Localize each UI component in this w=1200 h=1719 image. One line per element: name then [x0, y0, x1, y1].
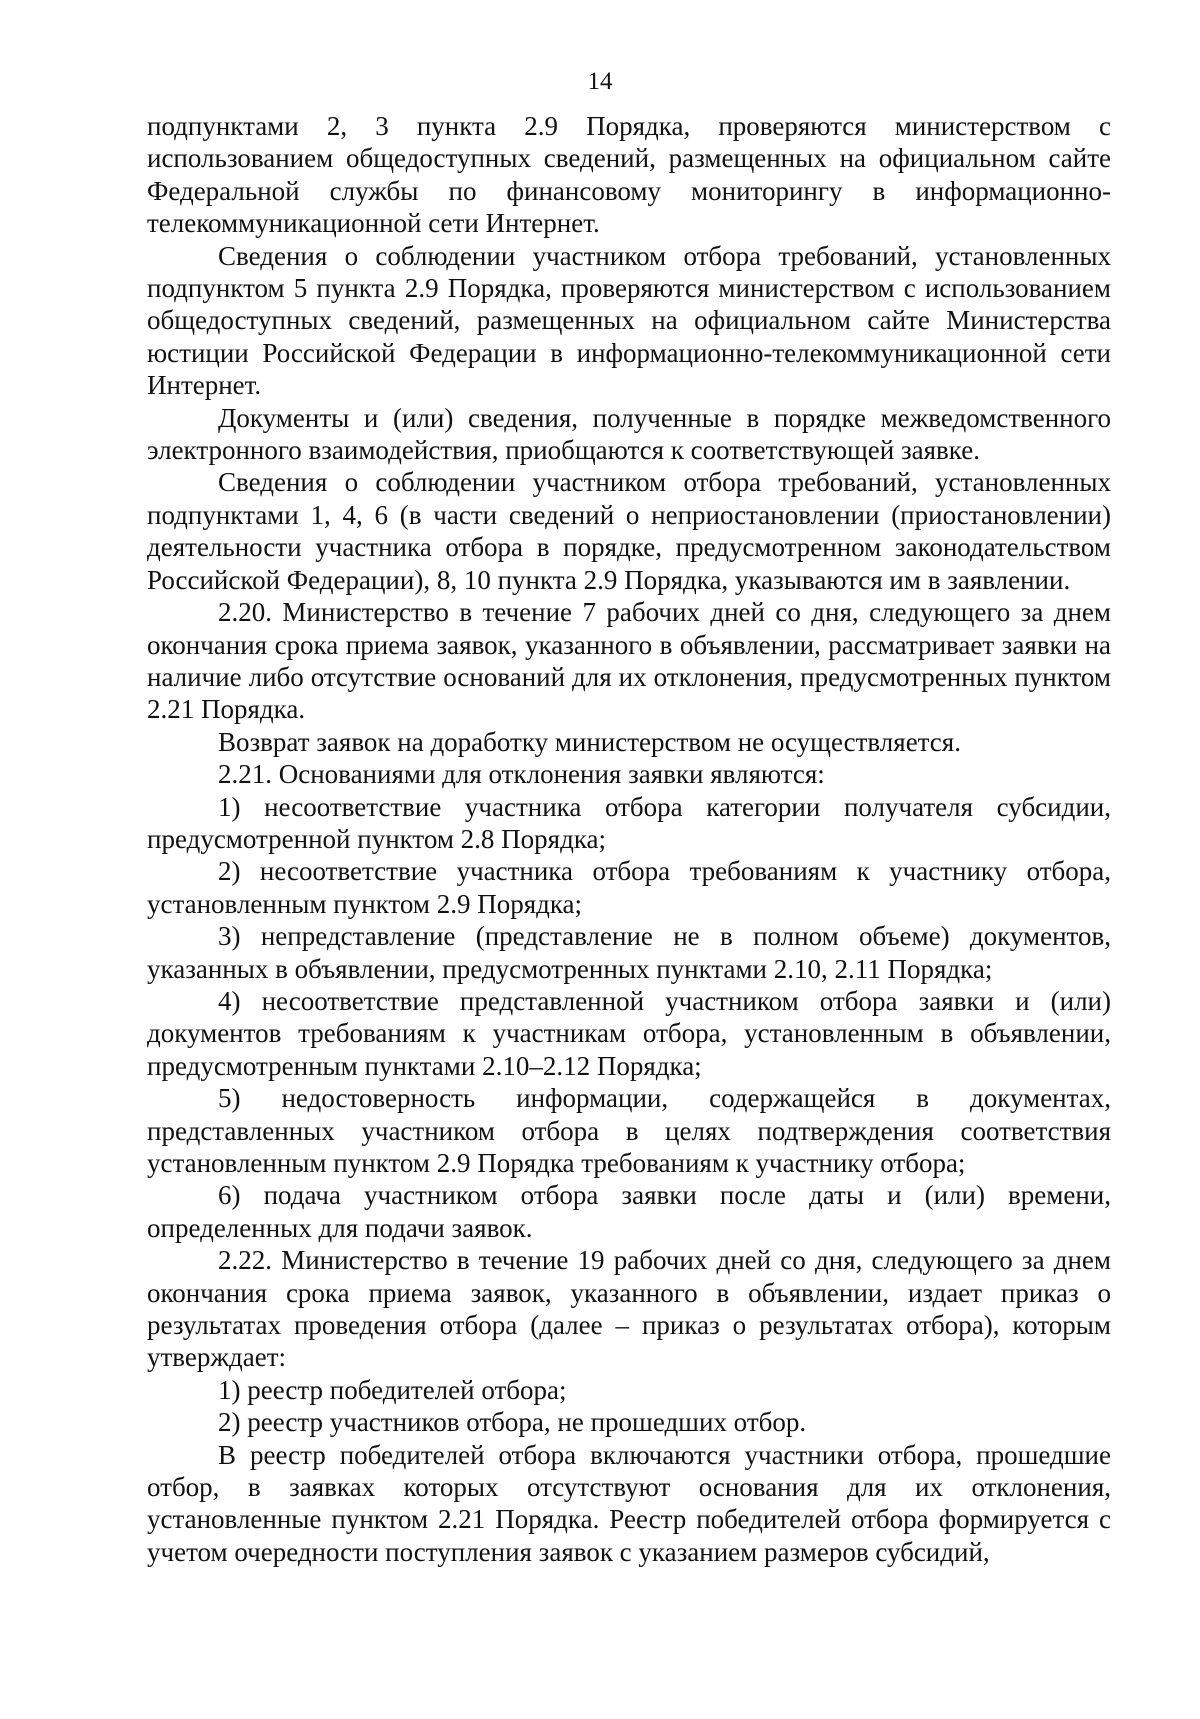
document-body	[147, 110, 1111, 1568]
paragraph: Сведения о соблюдении участником отбора требований, установленных подпунктом 5 пункта 2.9 Порядка, проверяются министерством с использованием общедоступных сведений, размещенных на официальном сайте Министерства юстиции Российской Федерации в информационно-телекоммуникационной сети Интернет.	[147, 240, 1111, 401]
paragraph: В реестр победителей отбора включаются участники отбора, прошедшие отбор, в заявках которых отсутствуют основания для их отклонения, установленные пунктом 2.21 Порядка. Реестр победителей отбора формируется с учетом очередности поступления заявок с указанием размеров субсидий,	[147, 1439, 1111, 1567]
paragraph: 2.22. Министерство в течение 19 рабочих дней со дня, следующего за днем окончания срока приема заявок, указанного в объявлении, издает приказ о результатах проведения отбора (далее – приказ о результатах отбора), которым утверждает:	[147, 1245, 1111, 1373]
list-item: 3) непредставление (представление не в полном объеме) документов, указанных в объявлении, предусмотренных пунктами 2.10, 2.11 Порядка;	[147, 921, 1111, 984]
list-item: 1) несоответствие участника отбора категории получателя субсидии, предусмотренной пунктом 2.8 Порядка;	[147, 791, 1111, 854]
paragraph: 2.21. Основаниями для отклонения заявки являются:	[218, 759, 825, 790]
list-item: 2) несоответствие участника отбора требованиям к участнику отбора, установленным пунктом 2.9 Порядка;	[147, 856, 1111, 919]
list-item: 6) подача участником отбора заявки после даты и (или) времени, определенных для подачи заявок.	[147, 1180, 1111, 1243]
list-item: 2) реестр участников отбора, не прошедших отбор.	[218, 1407, 807, 1438]
paragraph: 2.20. Министерство в течение 7 рабочих дней со дня, следующего за днем окончания срока приема заявок, указанного в объявлении, рассматривает заявки на наличие либо отсутствие оснований для их отклонения, предусмотренных пунктом 2.21 Порядка.	[147, 597, 1111, 725]
paragraph: Возврат заявок на доработку министерством не осуществляется.	[218, 726, 961, 757]
list-item: 1) реестр победителей отбора;	[218, 1374, 567, 1405]
paragraph: Сведения о соблюдении участником отбора требований, установленных подпунктами 1, 4, 6 (в части сведений о неприостановлении (приостановлении) деятельности участника отбора в порядке, предусмотренном законодательством Российской Федерации), 8, 10 пункта 2.9 Порядка, указываются им в заявлении.	[147, 467, 1111, 595]
list-item: 4) несоответствие представленной участником отбора заявки и (или) документов требованиям к участникам отбора, установленным в объявлении, предусмотренным пунктами 2.10–2.12 Порядка;	[147, 985, 1111, 1081]
paragraph: подпунктами 2, 3 пункта 2.9 Порядка, проверяются министерством с использованием общедоступных сведений, размещенных на официальном сайте Федеральной службы по финансовому мониторингу в информационно-телекоммуникационной сети Интернет.	[147, 111, 1111, 239]
paragraph: Документы и (или) сведения, полученные в порядке межведомственного электронного взаимодействия, приобщаются к соответствующей заявке.	[147, 402, 1111, 466]
page-number: 14	[587, 68, 613, 95]
list-item: 5) недостоверность информации, содержащейся в документах, представленных участником отбора в целях подтверждения соответствия установленным пунктом 2.9 Порядка требованиям к участнику отбора;	[147, 1083, 1111, 1178]
